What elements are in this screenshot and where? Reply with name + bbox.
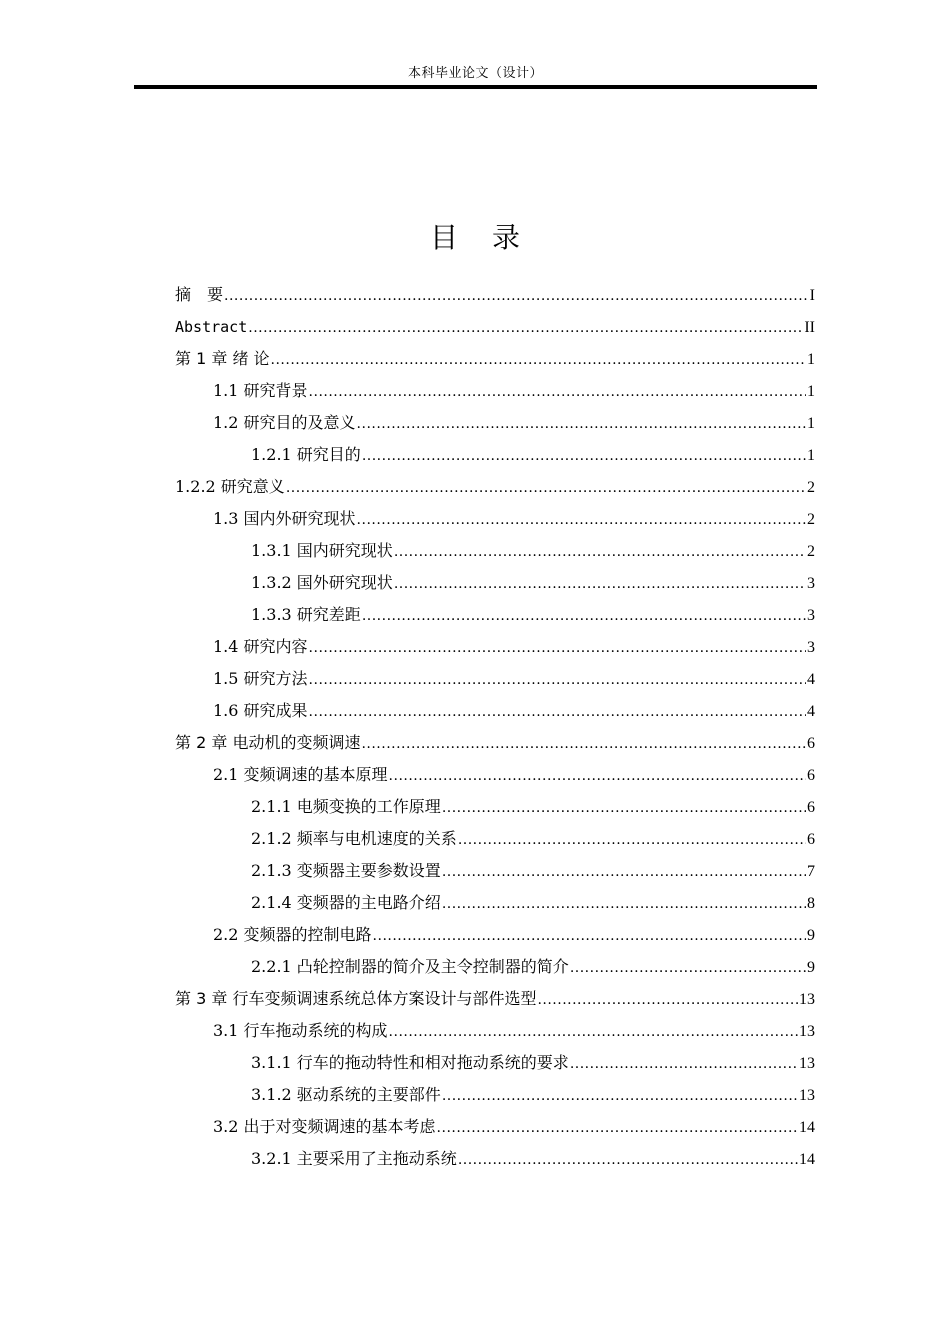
toc-entry[interactable] — [175, 887, 815, 919]
toc-entry-title: 3.2 出于对变频调速的基本考虑 — [213, 1117, 436, 1136]
toc-entry-title: 3.2.1 主要采用了主拖动系统 — [251, 1149, 457, 1168]
toc-entry-title: 1.3.3 研究差距 — [251, 605, 361, 624]
toc-entry-page-number: 13 — [799, 1087, 815, 1104]
toc-entry-title: 第 1 章 绪 论 — [175, 349, 270, 368]
dot-leader — [570, 952, 806, 984]
toc-entry-page-number: 1 — [807, 447, 815, 464]
toc-entry-page-number: 4 — [807, 671, 815, 688]
toc-entry-title: 1.2.2 研究意义 — [175, 477, 285, 496]
toc-entry-title: 3.1.1 行车的拖动特性和相对拖动系统的要求 — [251, 1053, 569, 1072]
toc-entry[interactable] — [175, 471, 815, 503]
toc-entry-page-number: 13 — [799, 1023, 815, 1040]
toc-entry-page-number: 8 — [807, 895, 815, 912]
toc-entry-title: 2.2 变频器的控制电路 — [213, 925, 372, 944]
toc-entry-title: 1.6 研究成果 — [213, 701, 308, 720]
toc-entry[interactable] — [175, 919, 815, 951]
dot-leader — [271, 344, 806, 376]
toc-entry[interactable] — [175, 375, 815, 407]
toc-entry-title: 1.2.1 研究目的 — [251, 445, 361, 464]
toc-entry[interactable] — [175, 311, 815, 343]
toc-entry-page-number: 13 — [799, 991, 815, 1008]
dot-leader — [362, 600, 806, 632]
toc-entry-page-number: 9 — [807, 959, 815, 976]
toc-entry[interactable] — [175, 855, 815, 887]
toc-entry-title: 第 2 章 电动机的变频调速 — [175, 733, 361, 752]
toc-entry-page-number: 3 — [807, 575, 815, 592]
dot-leader — [394, 568, 806, 600]
toc-entry-title: 1.3.1 国内研究现状 — [251, 541, 393, 560]
toc-entry-title: 1.3 国内外研究现状 — [213, 509, 356, 528]
dot-leader — [442, 792, 806, 824]
toc-list — [175, 279, 815, 1175]
toc-entry[interactable] — [175, 951, 815, 983]
toc-entry-title: Abstract — [175, 318, 248, 336]
dot-leader — [309, 664, 806, 696]
dot-leader — [361, 728, 806, 760]
dot-leader — [442, 856, 806, 888]
toc-entry[interactable] — [175, 503, 815, 535]
toc-entry-title: 3.1.2 驱动系统的主要部件 — [251, 1085, 441, 1104]
toc-entry[interactable] — [175, 663, 815, 695]
dot-leader — [248, 312, 803, 344]
dot-leader — [286, 472, 806, 504]
dot-leader — [362, 440, 806, 472]
dot-leader — [373, 920, 806, 952]
toc-entry-page-number: 6 — [807, 767, 815, 784]
dot-leader — [570, 1048, 798, 1080]
dot-leader — [458, 1144, 798, 1176]
header-rule — [134, 85, 817, 89]
toc-entry[interactable] — [175, 1111, 815, 1143]
toc-entry-page-number: 13 — [799, 1055, 815, 1072]
dot-leader — [309, 632, 806, 664]
toc-entry[interactable] — [175, 983, 815, 1015]
toc-entry-title: 第 3 章 行车变频调速系统总体方案设计与部件选型 — [175, 989, 537, 1008]
dot-leader — [309, 376, 806, 408]
dot-leader — [394, 536, 806, 568]
toc-entry-title: 1.5 研究方法 — [213, 669, 308, 688]
dot-leader — [224, 280, 809, 312]
toc-entry-page-number: 3 — [807, 607, 815, 624]
toc-entry[interactable] — [175, 535, 815, 567]
toc-entry-title: 2.2.1 凸轮控制器的简介及主令控制器的简介 — [251, 957, 569, 976]
dot-leader — [389, 1016, 798, 1048]
dot-leader — [357, 408, 806, 440]
toc-entry-title: 3.1 行车拖动系统的构成 — [213, 1021, 388, 1040]
dot-leader — [309, 696, 806, 728]
toc-entry[interactable] — [175, 1079, 815, 1111]
toc-entry-title: 1.3.2 国外研究现状 — [251, 573, 393, 592]
toc-entry[interactable] — [175, 695, 815, 727]
dot-leader — [357, 504, 806, 536]
toc-entry[interactable] — [175, 791, 815, 823]
toc-entry[interactable] — [175, 407, 815, 439]
toc-entry-title: 2.1.3 变频器主要参数设置 — [251, 861, 441, 880]
toc-entry-page-number: 2 — [807, 479, 815, 496]
toc-entry[interactable] — [175, 823, 815, 855]
toc-entry[interactable] — [175, 759, 815, 791]
toc-entry-page-number: 4 — [807, 703, 815, 720]
toc-entry-page-number: 6 — [807, 831, 815, 848]
dot-leader — [458, 824, 806, 856]
toc-entry[interactable] — [175, 279, 815, 311]
dot-leader — [442, 888, 806, 920]
toc-entry[interactable] — [175, 567, 815, 599]
toc-entry-page-number: 2 — [807, 543, 815, 560]
dot-leader — [437, 1112, 798, 1144]
toc-entry-title: 2.1 变频调速的基本原理 — [213, 765, 388, 784]
toc-entry[interactable] — [175, 631, 815, 663]
toc-entry-title: 2.1.1 电频变换的工作原理 — [251, 797, 441, 816]
toc-entry-title: 2.1.4 变频器的主电路介绍 — [251, 893, 441, 912]
dot-leader — [442, 1080, 798, 1112]
toc-entry-page-number: 6 — [807, 799, 815, 816]
toc-entry[interactable] — [175, 1143, 815, 1175]
toc-entry-page-number: 2 — [807, 511, 815, 528]
toc-entry[interactable] — [175, 599, 815, 631]
toc-entry-title: 摘 要 — [175, 285, 224, 304]
running-header: 本科毕业论文（设计） — [407, 66, 543, 81]
toc-entry[interactable] — [175, 1015, 815, 1047]
toc-title: 目录 — [429, 221, 554, 254]
toc-entry-page-number: 6 — [807, 735, 815, 752]
dot-leader — [537, 984, 798, 1016]
toc-entry-page-number: 9 — [807, 927, 815, 944]
toc-entry-title: 1.4 研究内容 — [213, 637, 308, 656]
toc-entry-title: 1.2 研究目的及意义 — [213, 413, 356, 432]
toc-entry[interactable] — [175, 727, 815, 759]
toc-entry-title: 1.1 研究背景 — [213, 381, 308, 400]
toc-entry-page-number: 3 — [807, 639, 815, 656]
toc-entry-page-number: 1 — [807, 415, 815, 432]
toc-entry[interactable] — [175, 1047, 815, 1079]
toc-entry-page-number: 1 — [807, 383, 815, 400]
toc-entry-page-number: 1 — [807, 351, 815, 368]
toc-entry-page-number: 14 — [799, 1151, 815, 1168]
toc-entry[interactable] — [175, 439, 815, 471]
toc-entry[interactable] — [175, 343, 815, 375]
toc-entry-page-number: II — [804, 319, 815, 336]
toc-entry-page-number: 7 — [807, 863, 815, 880]
toc-entry-page-number: I — [809, 287, 815, 304]
dot-leader — [389, 760, 806, 792]
toc-entry-title: 2.1.2 频率与电机速度的关系 — [251, 829, 457, 848]
toc-entry-page-number: 14 — [799, 1119, 815, 1136]
